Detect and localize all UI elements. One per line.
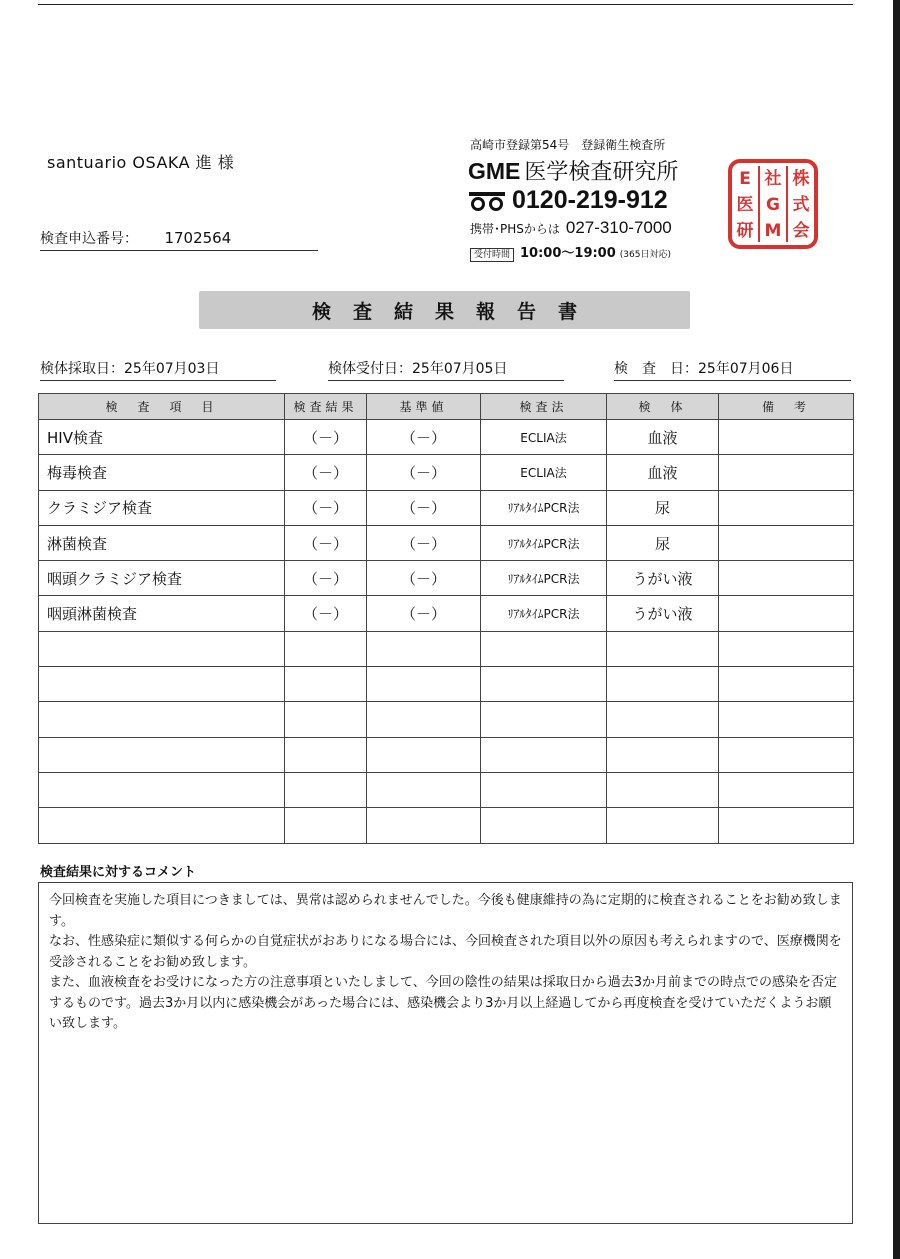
lab-name <box>468 155 678 186</box>
empty-cell <box>39 702 285 737</box>
collection-date: 検体採取日：25年07月03日 <box>40 358 276 381</box>
mobile-number: 027-310-7000 <box>565 218 672 237</box>
result-cell: （－） <box>285 420 367 455</box>
hours-label: 受付時間 <box>470 248 514 262</box>
svg-text:株: 株 <box>792 169 810 189</box>
method-cell: ﾘｱﾙﾀｲﾑPCR法 <box>481 561 607 596</box>
svg-text:医: 医 <box>736 195 754 215</box>
reference-cell: （－） <box>367 525 481 560</box>
company-seal-stamp <box>727 158 819 250</box>
svg-text:G: G <box>766 195 780 215</box>
svg-text:研: 研 <box>736 221 754 241</box>
empty-cell <box>481 737 607 772</box>
header-remarks: 備 考 <box>719 394 854 420</box>
specimen-cell: 尿 <box>607 525 719 560</box>
empty-cell <box>481 772 607 807</box>
comment-paragraph: なお、性感染症に類似する何らかの自覚症状がおありになる場合には、今回検査された項目以外の原因も考えられますので、医療機関を受診されることをお勧め致します。 <box>49 934 842 970</box>
empty-cell <box>607 808 719 843</box>
test-item-cell: 淋菌検査 <box>39 525 285 560</box>
empty-cell <box>367 808 481 843</box>
svg-text:社: 社 <box>764 169 782 189</box>
empty-cell <box>39 737 285 772</box>
empty-cell <box>285 772 367 807</box>
table-row <box>39 596 854 631</box>
header-method: 検査法 <box>481 394 607 420</box>
table-row <box>39 525 854 560</box>
svg-text:E: E <box>739 169 751 189</box>
svg-text:M: M <box>764 221 782 241</box>
comment-box <box>38 882 853 1224</box>
remarks-cell <box>719 596 854 631</box>
empty-cell <box>285 667 367 702</box>
lab-brand: GME <box>468 158 521 184</box>
report-title-bar <box>199 291 690 329</box>
empty-table-row <box>39 772 854 807</box>
empty-table-row <box>39 808 854 843</box>
lab-free-dial <box>468 186 668 215</box>
specimen-cell: うがい液 <box>607 596 719 631</box>
specimen-cell: 尿 <box>607 490 719 525</box>
empty-cell <box>285 631 367 666</box>
empty-cell <box>719 702 854 737</box>
reference-cell: （－） <box>367 561 481 596</box>
lab-name-text: 医学検査研究所 <box>524 160 679 185</box>
method-cell: ﾘｱﾙﾀｲﾑPCR法 <box>481 490 607 525</box>
top-rule <box>38 4 853 5</box>
table-row <box>39 561 854 596</box>
empty-cell <box>607 631 719 666</box>
comment-paragraph: 今回検査を実施した項目につきましては、異常は認められませんでした。今後も健康維持の為に定期的に検査されることをお勧め致します。 <box>49 893 842 929</box>
remarks-cell <box>719 490 854 525</box>
result-cell: （－） <box>285 561 367 596</box>
specimen-cell: 血液 <box>607 455 719 490</box>
specimen-cell: 血液 <box>607 420 719 455</box>
empty-cell <box>719 808 854 843</box>
empty-table-row <box>39 667 854 702</box>
lab-hours <box>470 242 671 261</box>
empty-cell <box>367 702 481 737</box>
remarks-cell <box>719 525 854 560</box>
lab-mobile <box>470 218 672 238</box>
header-reference: 基準値 <box>367 394 481 420</box>
empty-cell <box>367 631 481 666</box>
report-title: 検査結果報告書 <box>311 300 599 323</box>
mobile-label: 携帯･PHSからは <box>470 222 560 236</box>
reference-cell: （－） <box>367 596 481 631</box>
empty-cell <box>39 808 285 843</box>
empty-cell <box>607 667 719 702</box>
table-row <box>39 455 854 490</box>
empty-cell <box>481 667 607 702</box>
reference-cell: （－） <box>367 455 481 490</box>
empty-cell <box>607 772 719 807</box>
table-row <box>39 490 854 525</box>
empty-cell <box>719 772 854 807</box>
test-item-cell: 咽頭クラミジア検査 <box>39 561 285 596</box>
empty-cell <box>607 702 719 737</box>
test-item-cell: クラミジア検査 <box>39 490 285 525</box>
application-number-label: 検査申込番号： <box>40 231 138 247</box>
received-date: 検体受付日：25年07月05日 <box>328 358 564 381</box>
svg-text:会: 会 <box>792 221 810 241</box>
header-specimen: 検 体 <box>607 394 719 420</box>
hours-time: 10:00〜19:00 <box>520 246 616 261</box>
empty-cell <box>285 737 367 772</box>
header-test-item: 検 査 項 目 <box>39 394 285 420</box>
method-cell: ECLIA法 <box>481 420 607 455</box>
results-header-row <box>39 394 854 420</box>
reference-cell: （－） <box>367 490 481 525</box>
result-cell: （－） <box>285 455 367 490</box>
results-table <box>38 393 854 844</box>
remarks-cell <box>719 561 854 596</box>
reference-cell: （－） <box>367 420 481 455</box>
result-cell: （－） <box>285 596 367 631</box>
empty-cell <box>39 631 285 666</box>
table-row <box>39 420 854 455</box>
empty-cell <box>367 772 481 807</box>
test-item-cell: 咽頭淋菌検査 <box>39 596 285 631</box>
empty-cell <box>607 737 719 772</box>
free-dial-number: 0120-219-912 <box>512 186 668 214</box>
remarks-cell <box>719 420 854 455</box>
application-number-value: 1702564 <box>164 229 232 247</box>
header-result: 検査結果 <box>285 394 367 420</box>
empty-cell <box>367 737 481 772</box>
empty-cell <box>39 772 285 807</box>
empty-cell <box>719 631 854 666</box>
test-date: 検 査 日：25年07月06日 <box>614 358 851 381</box>
method-cell: ﾘｱﾙﾀｲﾑPCR法 <box>481 525 607 560</box>
method-cell: ECLIA法 <box>481 455 607 490</box>
empty-cell <box>285 702 367 737</box>
comment-title: 検査結果に対するコメント <box>40 865 197 880</box>
empty-cell <box>481 702 607 737</box>
empty-table-row <box>39 631 854 666</box>
result-cell: （－） <box>285 525 367 560</box>
empty-cell <box>719 737 854 772</box>
empty-cell <box>481 808 607 843</box>
remarks-cell <box>719 455 854 490</box>
empty-cell <box>719 667 854 702</box>
page-edge-bar <box>893 0 900 1259</box>
empty-cell <box>481 631 607 666</box>
method-cell: ﾘｱﾙﾀｲﾑPCR法 <box>481 596 607 631</box>
application-number-field <box>40 228 318 251</box>
empty-table-row <box>39 702 854 737</box>
specimen-cell: うがい液 <box>607 561 719 596</box>
lab-registration: 高崎市登録第54号 登録衛生検査所 <box>470 138 666 152</box>
empty-table-row <box>39 737 854 772</box>
comment-paragraph: また、血液検査をお受けになった方の注意事項といたしまして、今回の陰性の結果は採取日から過去3か月前までの時点での感染を否定するものです。過去3か月以内に感染機会があった場合には、感染機会より3か月以上経過してから再度検査を受けていただくようお願い致します。 <box>49 975 838 1031</box>
empty-cell <box>367 667 481 702</box>
hours-note: (365日対応) <box>619 250 671 260</box>
test-item-cell: 梅毒検査 <box>39 455 285 490</box>
svg-text:式: 式 <box>792 195 810 215</box>
empty-cell <box>285 808 367 843</box>
free-dial-icon <box>468 191 506 211</box>
recipient-name: santuario OSAKA 進 様 <box>47 153 235 172</box>
result-cell: （－） <box>285 490 367 525</box>
test-item-cell: HIV検査 <box>39 420 285 455</box>
empty-cell <box>39 667 285 702</box>
